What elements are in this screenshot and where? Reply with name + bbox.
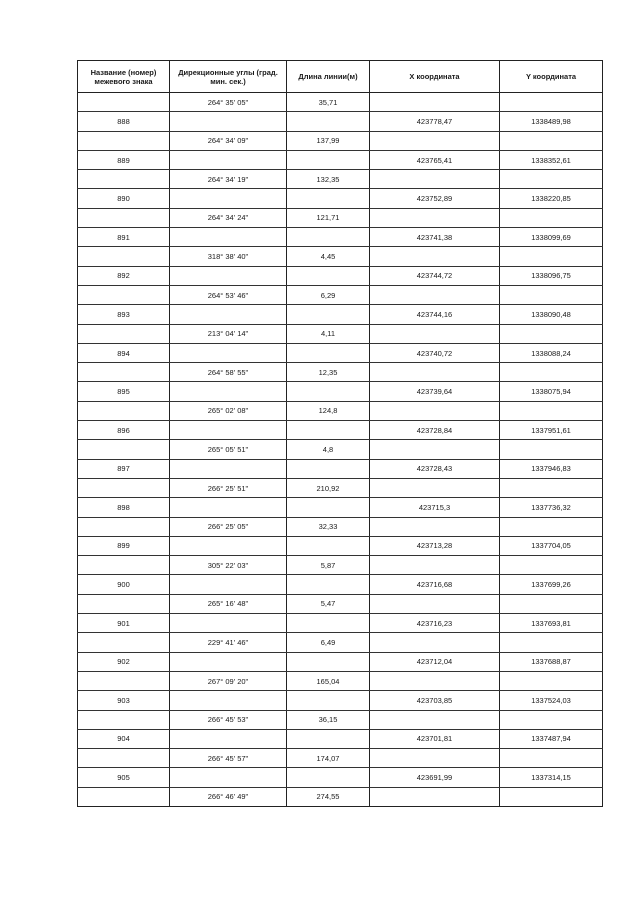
cell-x-coordinate [370, 401, 500, 420]
cell-x-coordinate: 423715,3 [370, 498, 500, 517]
cell-y-coordinate: 1338075,94 [500, 382, 603, 401]
cell-x-coordinate: 423701,81 [370, 729, 500, 748]
cell-direction-angle [170, 150, 287, 169]
cell-y-coordinate: 1338088,24 [500, 343, 603, 362]
cell-y-coordinate [500, 131, 603, 150]
boundary-coordinates-table [77, 60, 603, 807]
table-row-segment [78, 787, 603, 806]
cell-y-coordinate [500, 517, 603, 536]
table-row-mark [78, 266, 603, 285]
table-row-segment [78, 671, 603, 690]
cell-y-coordinate: 1338090,48 [500, 305, 603, 324]
cell-line-length: 5,87 [287, 556, 370, 575]
cell-y-coordinate [500, 401, 603, 420]
cell-y-coordinate: 1338096,75 [500, 266, 603, 285]
cell-line-length: 121,71 [287, 208, 370, 227]
cell-line-length [287, 421, 370, 440]
table-row-mark [78, 150, 603, 169]
cell-mark-name [78, 478, 170, 497]
cell-x-coordinate: 423713,28 [370, 536, 500, 555]
cell-line-length: 132,35 [287, 170, 370, 189]
cell-mark-name: 892 [78, 266, 170, 285]
table-row-mark [78, 343, 603, 362]
cell-line-length [287, 536, 370, 555]
cell-mark-name [78, 710, 170, 729]
cell-mark-name [78, 787, 170, 806]
cell-direction-angle [170, 421, 287, 440]
table-row-mark [78, 305, 603, 324]
cell-mark-name: 888 [78, 112, 170, 131]
table-row-mark [78, 382, 603, 401]
cell-x-coordinate [370, 594, 500, 613]
cell-mark-name: 903 [78, 691, 170, 710]
cell-mark-name [78, 401, 170, 420]
header-y-coordinate: Y координата [500, 61, 603, 93]
cell-mark-name [78, 594, 170, 613]
table-row-segment [78, 170, 603, 189]
header-x-coordinate: X координата [370, 61, 500, 93]
cell-y-coordinate [500, 170, 603, 189]
cell-direction-angle: 264° 34' 09" [170, 131, 287, 150]
cell-y-coordinate: 1337487,94 [500, 729, 603, 748]
cell-direction-angle: 264° 35' 05" [170, 93, 287, 112]
cell-y-coordinate: 1338099,69 [500, 228, 603, 247]
cell-y-coordinate [500, 710, 603, 729]
table-row-segment [78, 478, 603, 497]
cell-mark-name: 900 [78, 575, 170, 594]
cell-line-length [287, 575, 370, 594]
cell-mark-name: 894 [78, 343, 170, 362]
table-row-segment [78, 517, 603, 536]
cell-mark-name: 902 [78, 652, 170, 671]
cell-line-length: 4,8 [287, 440, 370, 459]
cell-x-coordinate [370, 478, 500, 497]
cell-line-length: 6,49 [287, 633, 370, 652]
cell-direction-angle [170, 189, 287, 208]
cell-mark-name [78, 556, 170, 575]
cell-direction-angle [170, 266, 287, 285]
cell-direction-angle [170, 382, 287, 401]
table-row-segment [78, 749, 603, 768]
cell-x-coordinate: 423728,84 [370, 421, 500, 440]
cell-line-length: 174,07 [287, 749, 370, 768]
cell-direction-angle: 264° 34' 24" [170, 208, 287, 227]
cell-direction-angle [170, 652, 287, 671]
cell-x-coordinate: 423744,16 [370, 305, 500, 324]
cell-x-coordinate: 423752,89 [370, 189, 500, 208]
cell-mark-name [78, 170, 170, 189]
cell-line-length: 5,47 [287, 594, 370, 613]
cell-y-coordinate [500, 324, 603, 343]
cell-mark-name [78, 324, 170, 343]
cell-mark-name: 893 [78, 305, 170, 324]
cell-y-coordinate: 1337951,61 [500, 421, 603, 440]
cell-mark-name: 891 [78, 228, 170, 247]
cell-x-coordinate [370, 170, 500, 189]
cell-x-coordinate [370, 93, 500, 112]
cell-line-length [287, 768, 370, 787]
cell-y-coordinate: 1337699,26 [500, 575, 603, 594]
cell-direction-angle: 266° 46' 49" [170, 787, 287, 806]
cell-x-coordinate [370, 285, 500, 304]
cell-mark-name: 896 [78, 421, 170, 440]
table-row-segment [78, 324, 603, 343]
cell-direction-angle [170, 536, 287, 555]
cell-mark-name [78, 208, 170, 227]
cell-line-length [287, 305, 370, 324]
cell-y-coordinate: 1338352,61 [500, 150, 603, 169]
cell-line-length [287, 189, 370, 208]
cell-direction-angle: 318° 38' 40" [170, 247, 287, 266]
cell-x-coordinate [370, 671, 500, 690]
table-row-mark [78, 421, 603, 440]
cell-y-coordinate [500, 633, 603, 652]
header-line-length: Длина линии(м) [287, 61, 370, 93]
cell-direction-angle: 264° 58' 55" [170, 363, 287, 382]
cell-x-coordinate: 423741,38 [370, 228, 500, 247]
cell-x-coordinate: 423744,72 [370, 266, 500, 285]
cell-x-coordinate [370, 131, 500, 150]
cell-y-coordinate: 1337524,03 [500, 691, 603, 710]
cell-y-coordinate [500, 749, 603, 768]
cell-direction-angle: 265° 02' 08" [170, 401, 287, 420]
table-row-segment [78, 247, 603, 266]
cell-x-coordinate: 423739,64 [370, 382, 500, 401]
cell-y-coordinate [500, 208, 603, 227]
table-row-mark [78, 228, 603, 247]
cell-direction-angle [170, 305, 287, 324]
cell-line-length: 6,29 [287, 285, 370, 304]
table-row-mark [78, 575, 603, 594]
cell-line-length: 137,99 [287, 131, 370, 150]
cell-line-length [287, 459, 370, 478]
table-row-mark [78, 112, 603, 131]
cell-x-coordinate [370, 710, 500, 729]
table-row-mark [78, 729, 603, 748]
cell-x-coordinate [370, 324, 500, 343]
table-row-segment [78, 131, 603, 150]
table-row-mark [78, 498, 603, 517]
cell-mark-name: 898 [78, 498, 170, 517]
cell-x-coordinate [370, 556, 500, 575]
table-row-mark [78, 536, 603, 555]
cell-mark-name [78, 93, 170, 112]
cell-direction-angle: 264° 34' 19" [170, 170, 287, 189]
cell-direction-angle: 229° 41' 46" [170, 633, 287, 652]
cell-mark-name: 901 [78, 614, 170, 633]
cell-x-coordinate [370, 363, 500, 382]
cell-mark-name: 895 [78, 382, 170, 401]
table-row-segment [78, 594, 603, 613]
cell-direction-angle [170, 343, 287, 362]
cell-mark-name: 904 [78, 729, 170, 748]
cell-direction-angle: 265° 05' 51" [170, 440, 287, 459]
cell-line-length: 35,71 [287, 93, 370, 112]
cell-y-coordinate [500, 440, 603, 459]
cell-direction-angle [170, 498, 287, 517]
cell-y-coordinate: 1337736,32 [500, 498, 603, 517]
cell-y-coordinate [500, 285, 603, 304]
table-row-segment [78, 208, 603, 227]
cell-line-length [287, 614, 370, 633]
cell-x-coordinate [370, 749, 500, 768]
table-row-segment [78, 285, 603, 304]
cell-mark-name: 897 [78, 459, 170, 478]
cell-x-coordinate [370, 633, 500, 652]
cell-y-coordinate [500, 594, 603, 613]
cell-y-coordinate: 1337704,05 [500, 536, 603, 555]
cell-line-length [287, 266, 370, 285]
table-row-segment [78, 363, 603, 382]
cell-x-coordinate: 423691,99 [370, 768, 500, 787]
cell-line-length [287, 150, 370, 169]
cell-direction-angle: 266° 45' 53" [170, 710, 287, 729]
cell-x-coordinate: 423712,04 [370, 652, 500, 671]
cell-mark-name [78, 363, 170, 382]
cell-x-coordinate: 423778,47 [370, 112, 500, 131]
cell-line-length: 124,8 [287, 401, 370, 420]
cell-mark-name [78, 285, 170, 304]
table-row-mark [78, 614, 603, 633]
table-row-mark [78, 189, 603, 208]
cell-y-coordinate [500, 556, 603, 575]
cell-line-length: 4,11 [287, 324, 370, 343]
cell-direction-angle [170, 112, 287, 131]
cell-direction-angle: 264° 53' 46" [170, 285, 287, 304]
cell-direction-angle [170, 575, 287, 594]
cell-x-coordinate: 423703,85 [370, 691, 500, 710]
cell-y-coordinate [500, 93, 603, 112]
cell-line-length: 32,33 [287, 517, 370, 536]
cell-direction-angle: 266° 25' 51" [170, 478, 287, 497]
cell-line-length [287, 382, 370, 401]
table-row-segment [78, 556, 603, 575]
cell-line-length [287, 652, 370, 671]
cell-line-length: 210,92 [287, 478, 370, 497]
cell-y-coordinate [500, 787, 603, 806]
cell-direction-angle: 266° 45' 57" [170, 749, 287, 768]
cell-mark-name [78, 633, 170, 652]
cell-direction-angle: 305° 22' 03" [170, 556, 287, 575]
table-row-segment [78, 93, 603, 112]
cell-line-length [287, 228, 370, 247]
cell-mark-name: 890 [78, 189, 170, 208]
cell-y-coordinate: 1337314,15 [500, 768, 603, 787]
cell-mark-name [78, 749, 170, 768]
table-row-mark [78, 459, 603, 478]
table-row-segment [78, 401, 603, 420]
cell-x-coordinate [370, 247, 500, 266]
cell-x-coordinate [370, 517, 500, 536]
cell-mark-name [78, 517, 170, 536]
cell-line-length [287, 112, 370, 131]
cell-direction-angle [170, 459, 287, 478]
table-row-mark [78, 652, 603, 671]
cell-line-length: 12,35 [287, 363, 370, 382]
cell-direction-angle [170, 614, 287, 633]
cell-direction-angle [170, 691, 287, 710]
table-body [78, 93, 603, 807]
cell-mark-name [78, 440, 170, 459]
cell-x-coordinate: 423728,43 [370, 459, 500, 478]
cell-mark-name [78, 247, 170, 266]
cell-x-coordinate [370, 208, 500, 227]
cell-x-coordinate: 423740,72 [370, 343, 500, 362]
table-row-mark [78, 691, 603, 710]
cell-x-coordinate: 423765,41 [370, 150, 500, 169]
cell-line-length: 274,55 [287, 787, 370, 806]
cell-y-coordinate: 1337693,81 [500, 614, 603, 633]
cell-direction-angle [170, 729, 287, 748]
cell-line-length [287, 498, 370, 517]
cell-mark-name: 899 [78, 536, 170, 555]
header-mark-name: Название (номер) межевого знака [78, 61, 170, 93]
cell-mark-name: 889 [78, 150, 170, 169]
cell-line-length: 165,04 [287, 671, 370, 690]
header-direction-angle: Дирекционные углы (град. мин. сек.) [170, 61, 287, 93]
cell-direction-angle [170, 228, 287, 247]
cell-x-coordinate: 423716,23 [370, 614, 500, 633]
cell-y-coordinate [500, 478, 603, 497]
table-row-segment [78, 440, 603, 459]
cell-direction-angle: 266° 25' 05" [170, 517, 287, 536]
cell-y-coordinate: 1337688,87 [500, 652, 603, 671]
cell-y-coordinate: 1338489,98 [500, 112, 603, 131]
cell-direction-angle [170, 768, 287, 787]
cell-mark-name: 905 [78, 768, 170, 787]
table-row-mark [78, 768, 603, 787]
cell-direction-angle: 213° 04' 14" [170, 324, 287, 343]
table-row-segment [78, 710, 603, 729]
table-header-row [78, 61, 603, 93]
cell-mark-name [78, 131, 170, 150]
cell-x-coordinate: 423716,68 [370, 575, 500, 594]
cell-mark-name [78, 671, 170, 690]
cell-x-coordinate [370, 440, 500, 459]
cell-line-length [287, 343, 370, 362]
cell-y-coordinate [500, 671, 603, 690]
cell-y-coordinate: 1338220,85 [500, 189, 603, 208]
cell-direction-angle: 265° 16' 48" [170, 594, 287, 613]
cell-y-coordinate [500, 363, 603, 382]
cell-direction-angle: 267° 09' 20" [170, 671, 287, 690]
cell-line-length: 4,45 [287, 247, 370, 266]
cell-y-coordinate [500, 247, 603, 266]
cell-line-length [287, 691, 370, 710]
cell-x-coordinate [370, 787, 500, 806]
cell-line-length: 36,15 [287, 710, 370, 729]
table-row-segment [78, 633, 603, 652]
cell-line-length [287, 729, 370, 748]
cell-y-coordinate: 1337946,83 [500, 459, 603, 478]
